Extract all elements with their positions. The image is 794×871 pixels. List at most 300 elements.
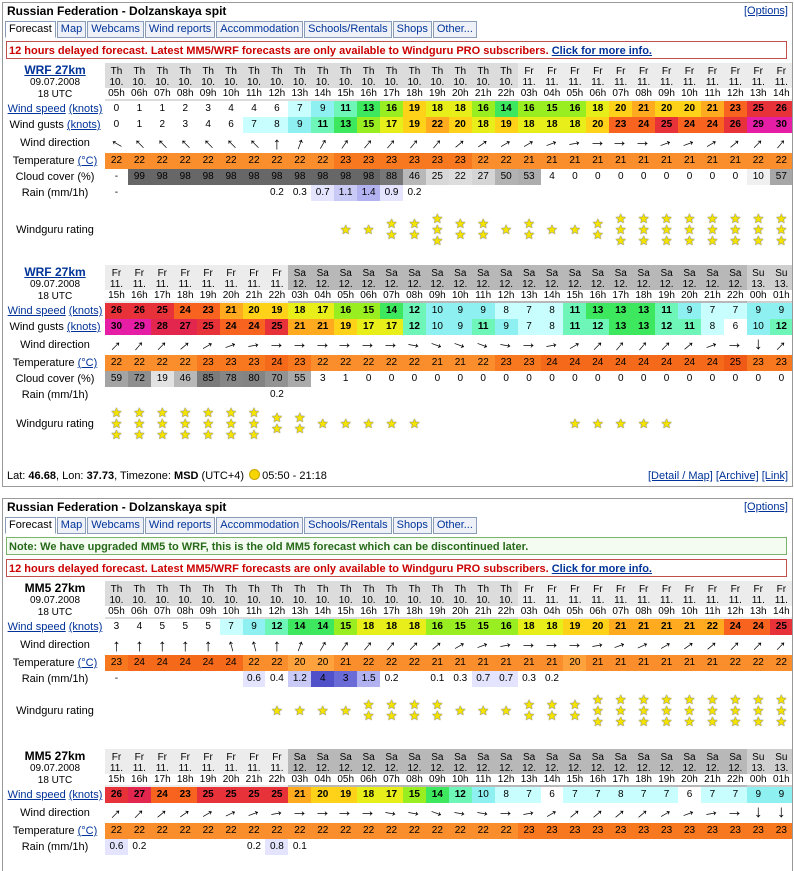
cloud-cover-value: 0 xyxy=(632,169,655,185)
wind-gust-value: 21 xyxy=(311,319,334,335)
tab-wind-reports[interactable]: Wind reports xyxy=(145,517,215,534)
wind-direction-cell xyxy=(265,133,288,153)
forecast-time-header: Th 10. 14h xyxy=(311,63,334,101)
rating-stars-icon: ★ ★ xyxy=(385,216,398,242)
rain-value xyxy=(770,839,793,855)
tab-wind-reports[interactable]: Wind reports xyxy=(145,21,215,38)
options-link[interactable]: [Options] xyxy=(743,501,788,513)
rain-value xyxy=(747,671,770,687)
rating-cell xyxy=(174,403,197,445)
wind-speed-value: 16 xyxy=(334,303,357,319)
tab-forecast[interactable]: Forecast xyxy=(5,517,56,534)
wind-direction-cell xyxy=(288,133,311,153)
more-info-link[interactable]: Click for more info. xyxy=(551,45,652,57)
rain-value xyxy=(357,839,380,855)
temperature-value: 24 xyxy=(265,355,288,371)
rating-cell xyxy=(724,201,747,259)
cloud-cover-value: 0 xyxy=(609,371,632,387)
wind-direction-cell xyxy=(586,133,609,153)
forecast-time-header: Sa 12. 04h xyxy=(311,265,334,303)
temperature-value: 21 xyxy=(655,655,678,671)
wind-direction-cell xyxy=(724,335,747,355)
wind-speed-value: 2 xyxy=(174,101,197,117)
wind-direction-cell xyxy=(334,335,357,355)
wind-direction-cell xyxy=(197,803,220,823)
temperature-value: 21 xyxy=(518,153,541,169)
wind-arrow-icon: ↑ xyxy=(404,807,425,819)
forecast-time-header: Fr 11. 03h xyxy=(518,63,541,101)
wind-speed-value: 14 xyxy=(426,787,449,803)
rating-cell xyxy=(495,403,518,445)
wind-speed-value: 8 xyxy=(495,787,518,803)
options-link[interactable]: [Options] xyxy=(743,5,788,17)
rain-value xyxy=(586,387,609,403)
rain-value xyxy=(495,839,518,855)
forecast-time-header: Th 10. 19h xyxy=(426,63,449,101)
cloud-cover-value: 0 xyxy=(541,371,564,387)
temperature-value: 22 xyxy=(472,823,495,839)
rain-value xyxy=(655,839,678,855)
rating-stars-icon: ★ ★ ★ xyxy=(179,404,192,442)
cloud-cover-value: 98 xyxy=(311,169,334,185)
temperature-value: 23 xyxy=(563,823,586,839)
wind-direction-cell xyxy=(220,335,243,355)
wind-gust-value: 24 xyxy=(243,319,266,335)
wind-arrow-icon: ↑ xyxy=(243,805,265,821)
model-name[interactable]: WRF 27km xyxy=(24,63,86,77)
wind-arrow-icon: ↑ xyxy=(541,339,563,351)
rating-stars-icon: ★ xyxy=(500,702,512,718)
wind-speed-value: 12 xyxy=(265,619,288,635)
wind-speed-value: 18 xyxy=(426,101,449,117)
knots-unit-link[interactable]: (knots) xyxy=(68,305,103,317)
wind-speed-value: 18 xyxy=(288,303,311,319)
rating-cell xyxy=(426,201,449,259)
rain-value xyxy=(288,387,311,403)
wind-speed-value: 11 xyxy=(563,303,586,319)
rating-stars-icon: ★ xyxy=(362,221,375,237)
cloud-cover-value: 85 xyxy=(197,371,220,387)
forecast-time-header: Fr 11. 10h xyxy=(678,63,701,101)
rain-value xyxy=(174,671,197,687)
rating-stars-icon: ★ xyxy=(316,702,329,718)
forecast-time-header: Th 10. 13h xyxy=(288,63,311,101)
wind-arrow-icon: ↑ xyxy=(472,337,494,353)
tab-shops[interactable]: Shops xyxy=(393,21,432,38)
tab-accommodation[interactable]: Accommodation xyxy=(216,517,303,534)
temperature-value: 21 xyxy=(655,153,678,169)
wind-direction-cell xyxy=(678,335,701,355)
wind-arrow-icon: ↑ xyxy=(496,339,517,351)
rating-cell xyxy=(678,403,701,445)
wind-speed-value: 16 xyxy=(380,101,403,117)
rating-stars-icon: ★ xyxy=(271,702,283,718)
rain-value: 0.2 xyxy=(380,671,403,687)
forecast-time-header: Sa 12. 05h xyxy=(334,749,357,787)
wind-direction-cell xyxy=(632,635,655,655)
rain-value xyxy=(678,671,701,687)
wind-speed-value: 9 xyxy=(449,303,472,319)
wind-speed-link[interactable]: Wind speed xyxy=(7,789,66,801)
tab-map[interactable]: Map xyxy=(57,21,86,38)
forecast-time-header: Fr 11. 12h xyxy=(724,581,747,619)
tab-schools-rentals[interactable]: Schools/Rentals xyxy=(304,517,392,534)
wind-direction-cell xyxy=(220,133,243,153)
tab-other[interactable]: Other... xyxy=(433,21,477,38)
rain-value xyxy=(449,387,472,403)
wind-arrow-icon: ↑ xyxy=(518,134,540,152)
wind-gust-value: 10 xyxy=(747,319,770,335)
rating-stars-icon: ★ xyxy=(385,415,398,431)
rain-value: - xyxy=(105,185,128,201)
wind-arrow-icon: ↑ xyxy=(588,138,608,148)
wind-direction-cell xyxy=(151,335,174,355)
wind-gust-value: 20 xyxy=(586,117,609,133)
wind-gust-value: 1 xyxy=(128,117,151,133)
rain-value: 3 xyxy=(334,671,357,687)
wind-direction-cell xyxy=(220,803,243,823)
cloud-cover-value: 55 xyxy=(288,371,311,387)
wind-arrow-icon: ↑ xyxy=(725,808,745,818)
forecast-time-header: Th 10. 08h xyxy=(174,63,197,101)
wind-direction-cell xyxy=(151,803,174,823)
rating-cell xyxy=(609,201,632,259)
wind-arrow-icon: ↑ xyxy=(495,134,517,152)
rain-value xyxy=(197,839,220,855)
rating-cell xyxy=(220,403,243,445)
rating-cell xyxy=(495,201,518,259)
archive-link[interactable]: [Archive] xyxy=(715,470,759,482)
temperature-value: 24 xyxy=(563,355,586,371)
knots-unit-link[interactable]: (knots) xyxy=(68,789,103,801)
temperature-value: 21 xyxy=(472,655,495,671)
wind-speed-link[interactable]: Wind speed xyxy=(7,305,66,317)
wind-direction-cell xyxy=(632,803,655,823)
temperature-value: 24 xyxy=(220,655,243,671)
rain-value xyxy=(541,839,564,855)
delay-notice: 12 hours delayed forecast. Latest MM5/WRF forecasts are only available to Windguru PRO subscribers. Click for more info. xyxy=(6,41,787,59)
temperature-value: 21 xyxy=(632,153,655,169)
temperature-value: 22 xyxy=(449,823,472,839)
rain-value xyxy=(403,671,426,687)
wind-speed-value: 9 xyxy=(678,303,701,319)
wind-direction-label: Wind direction xyxy=(20,137,90,149)
rating-stars-icon: ★ xyxy=(569,415,581,431)
rain-value: 0.4 xyxy=(265,671,288,687)
forecast-time-header: Sa 12. 22h xyxy=(724,265,747,303)
forecast-time-header: Sa 12. 08h xyxy=(403,265,426,303)
wind-speed-value: 16 xyxy=(563,101,586,117)
temperature-value: 22 xyxy=(220,153,243,169)
tab-schools-rentals[interactable]: Schools/Rentals xyxy=(304,21,392,38)
rain-value xyxy=(311,387,334,403)
model-header xyxy=(5,63,105,101)
forecast-time-header: Fr 11. 21h xyxy=(243,265,266,303)
rain-value xyxy=(724,671,747,687)
rating-cell xyxy=(243,403,266,445)
rain-value xyxy=(449,185,472,201)
wind-arrow-icon: ↑ xyxy=(175,133,195,153)
rain-value xyxy=(609,387,632,403)
wind-direction-cell xyxy=(334,803,357,823)
wind-speed-value: 4 xyxy=(220,101,243,117)
tab-shops[interactable]: Shops xyxy=(393,517,432,534)
wind-arrow-icon: ↑ xyxy=(679,135,700,151)
wind-gust-value: 13 xyxy=(632,319,655,335)
temperature-value: 23 xyxy=(609,823,632,839)
wind-arrow-icon: ↑ xyxy=(771,635,792,655)
rain-value: 0.7 xyxy=(495,671,518,687)
forecast-time-header: Th 10. 16h xyxy=(357,581,380,619)
cloud-cover-value: 98 xyxy=(288,169,311,185)
rating-stars-icon: ★ ★ xyxy=(408,697,421,723)
wind-speed-value: 9 xyxy=(747,787,770,803)
knots-unit-link[interactable]: (knots) xyxy=(66,321,101,333)
wind-arrow-icon: ↑ xyxy=(449,636,471,654)
forecast-time-header: Sa 12. 06h xyxy=(357,265,380,303)
wind-arrow-icon: ↑ xyxy=(112,635,121,655)
wind-speed-value: 8 xyxy=(609,787,632,803)
wind-speed-label xyxy=(5,787,105,803)
wind-speed-value: 18 xyxy=(357,787,380,803)
wind-arrow-icon: ↑ xyxy=(427,635,448,655)
tab-accommodation[interactable]: Accommodation xyxy=(216,21,303,38)
forecast-time-header: Th 10. 18h xyxy=(403,63,426,101)
forecast-time-header: Sa 12. 06h xyxy=(357,749,380,787)
wind-speed-value: 7 xyxy=(701,303,724,319)
rain-value xyxy=(632,387,655,403)
rain-value xyxy=(632,839,655,855)
cloud-cover-value: 0 xyxy=(701,169,724,185)
wind-arrow-icon: ↑ xyxy=(518,807,540,819)
wind-gust-value: 6 xyxy=(220,117,243,133)
wind-arrow-icon: ↑ xyxy=(290,808,310,818)
forecast-time-header: Th 10. 09h xyxy=(197,581,220,619)
wind-gust-value: 3 xyxy=(174,117,197,133)
celsius-unit-link[interactable]: (°C) xyxy=(77,155,98,167)
wind-gust-value: 29 xyxy=(128,319,151,335)
link-link[interactable]: [Link] xyxy=(761,470,788,482)
wind-speed-value: 1 xyxy=(151,101,174,117)
wind-arrow-icon: ↑ xyxy=(106,803,127,823)
rating-cell xyxy=(609,403,632,445)
wind-gust-value: 19 xyxy=(495,117,518,133)
rain-value: 0.3 xyxy=(449,671,472,687)
wind-speed-link[interactable]: Wind speed xyxy=(7,103,66,115)
wind-speed-value: 25 xyxy=(747,101,770,117)
wind-gust-value: 9 xyxy=(449,319,472,335)
wind-speed-value: 18 xyxy=(403,619,426,635)
cloud-cover-value: 46 xyxy=(174,371,197,387)
tab-map[interactable]: Map xyxy=(57,517,86,534)
detail-map-link[interactable]: [Detail / Map] xyxy=(647,470,713,482)
wind-gust-value: 20 xyxy=(449,117,472,133)
wind-arrow-icon: ↑ xyxy=(771,335,792,355)
wind-arrow-icon: ↑ xyxy=(313,808,333,818)
temperature-value: 23 xyxy=(357,153,380,169)
forecast-time-header: Fr 11. 22h xyxy=(265,749,288,787)
forecast-time-header: Fr 11. 12h xyxy=(724,63,747,101)
forecast-time-header: Th 10. 07h xyxy=(151,63,174,101)
temperature-value: 24 xyxy=(632,355,655,371)
rating-stars-icon: ★ ★ ★ xyxy=(729,691,742,729)
temperature-value: 21 xyxy=(609,655,632,671)
wind-gust-value: 11 xyxy=(563,319,586,335)
forecast-time-header: Sa 12. 15h xyxy=(563,265,586,303)
wind-direction-cell xyxy=(655,133,678,153)
forecast-time-header: Fr 11. 17h xyxy=(151,749,174,787)
rain-value: 0.2 xyxy=(265,387,288,403)
wind-speed-value: 20 xyxy=(243,303,266,319)
rating-cell xyxy=(220,201,243,259)
forecast-time-header: Sa 12. 05h xyxy=(334,265,357,303)
knots-unit-link[interactable]: (knots) xyxy=(66,119,101,131)
wind-speed-value: 9 xyxy=(311,101,334,117)
model-name[interactable]: WRF 27km xyxy=(24,265,86,279)
wind-direction-cell xyxy=(426,335,449,355)
wind-speed-value: 25 xyxy=(197,787,220,803)
wind-arrow-icon: ↑ xyxy=(541,804,563,822)
wind-direction-cell xyxy=(563,803,586,823)
rating-stars-icon: ★ xyxy=(660,415,673,431)
rating-cell xyxy=(174,201,197,259)
wind-arrow-icon: ↑ xyxy=(679,335,700,355)
forecast-time-header: Th 10. 15h xyxy=(334,581,357,619)
wind-direction-cell xyxy=(472,335,495,355)
tab-webcams[interactable]: Webcams xyxy=(87,517,144,534)
run-time: 18 UTC xyxy=(37,607,73,618)
rain-value xyxy=(586,671,609,687)
temperature-value: 22 xyxy=(128,153,151,169)
wind-direction-cell xyxy=(770,133,793,153)
forecast-time-header: Sa 12. 16h xyxy=(586,265,609,303)
wind-speed-value: 21 xyxy=(655,619,678,635)
rating-stars-icon: ★ ★ ★ xyxy=(752,691,765,729)
rating-cell xyxy=(678,201,701,259)
tab-other[interactable]: Other... xyxy=(433,517,477,534)
rating-cell xyxy=(380,687,403,735)
wind-speed-value: 9 xyxy=(747,303,770,319)
rain-value: 0.2 xyxy=(128,839,151,855)
temperature-value: 22 xyxy=(380,655,403,671)
rain-value xyxy=(701,185,724,201)
wind-direction-cell xyxy=(288,635,311,655)
temperature-value: 22 xyxy=(472,153,495,169)
wind-direction-cell xyxy=(701,133,724,153)
rain-value: 0.2 xyxy=(243,839,266,855)
wind-speed-value: 17 xyxy=(380,787,403,803)
forecast-time-header: Sa 12. 13h xyxy=(518,265,541,303)
wind-speed-value: 7 xyxy=(518,787,541,803)
wind-arrow-icon: ↑ xyxy=(588,335,608,355)
tab-forecast[interactable]: Forecast xyxy=(5,21,56,38)
wind-speed-link[interactable]: Wind speed xyxy=(7,621,66,633)
celsius-unit-link[interactable]: (°C) xyxy=(77,357,98,369)
wind-speed-value: 13 xyxy=(357,101,380,117)
temperature-value: 24 xyxy=(655,355,678,371)
rating-stars-icon: ★ xyxy=(591,415,604,431)
wind-direction-cell xyxy=(174,803,197,823)
wind-direction-cell xyxy=(655,335,678,355)
forecast-time-header: Fr 11. 11h xyxy=(701,581,724,619)
forecast-time-header: Fr 11. 07h xyxy=(609,63,632,101)
knots-unit-link[interactable]: (knots) xyxy=(68,621,103,633)
rain-value: 4 xyxy=(311,671,334,687)
rating-cell xyxy=(678,687,701,735)
rating-cell xyxy=(151,403,174,445)
rating-cell xyxy=(586,201,609,259)
rain-value: 0.7 xyxy=(311,185,334,201)
run-time: 18 UTC xyxy=(37,89,73,100)
celsius-unit-link[interactable]: (°C) xyxy=(77,825,98,837)
celsius-unit-link[interactable]: (°C) xyxy=(77,657,98,669)
wind-direction-cell xyxy=(105,803,128,823)
rain-value xyxy=(334,387,357,403)
wind-arrow-icon: ↑ xyxy=(224,635,238,655)
rain-value xyxy=(655,387,678,403)
knots-unit-link[interactable]: (knots) xyxy=(68,103,103,115)
wind-arrow-icon: ↑ xyxy=(473,807,494,819)
temperature-value: 22 xyxy=(357,655,380,671)
rating-cell xyxy=(541,687,564,735)
forecast-time-header: Fr 11. 08h xyxy=(632,63,655,101)
wind-speed-value: 4 xyxy=(128,619,151,635)
rating-stars-icon: ★ ★ ★ xyxy=(225,404,237,442)
temperature-value: 21 xyxy=(586,655,609,671)
wind-arrow-icon: ↑ xyxy=(427,133,447,153)
rain-value xyxy=(449,839,472,855)
wind-direction-label: Wind direction xyxy=(20,807,90,819)
rain-value xyxy=(770,671,793,687)
run-time: 18 UTC xyxy=(37,775,73,786)
rating-cell xyxy=(403,201,426,259)
cloud-cover-value: 0 xyxy=(495,371,518,387)
wind-direction-cell xyxy=(609,335,632,355)
temperature-value: 23 xyxy=(632,823,655,839)
forecast-time-header: Th 10. 06h xyxy=(128,63,151,101)
rain-value: 0.1 xyxy=(426,671,449,687)
temperature-value: 23 xyxy=(495,355,518,371)
temperature-value: 23 xyxy=(541,823,564,839)
temperature-value: 21 xyxy=(701,153,724,169)
wind-arrow-icon: ↑ xyxy=(611,335,631,355)
forecast-time-header: Sa 12. 22h xyxy=(724,749,747,787)
wind-direction-cell xyxy=(265,635,288,655)
tab-webcams[interactable]: Webcams xyxy=(87,21,144,38)
wind-speed-value: 25 xyxy=(220,787,243,803)
wind-speed-value: 8 xyxy=(541,303,564,319)
spot-title: Russian Federation - Dolzanskaya spit xyxy=(7,4,227,18)
forecast-table xyxy=(5,581,793,735)
temperature-value: 21 xyxy=(632,655,655,671)
more-info-link[interactable]: Click for more info. xyxy=(551,563,652,575)
rating-stars-icon: ★ ★ ★ xyxy=(775,210,788,248)
rating-stars-icon: ★ ★ ★ xyxy=(775,691,788,729)
rating-cell xyxy=(265,201,288,259)
wind-arrow-icon: ↑ xyxy=(382,635,401,655)
rain-value xyxy=(518,185,541,201)
forecast-time-header: Th 10. 09h xyxy=(197,63,220,101)
rating-cell xyxy=(655,687,678,735)
forecast-panel-mm5 xyxy=(2,498,793,871)
cloud-cover-value: 27 xyxy=(472,169,495,185)
temperature-value: 20 xyxy=(563,655,586,671)
forecast-time-header: Fr 11. 16h xyxy=(128,265,151,303)
forecast-time-header: Th 10. 15h xyxy=(334,63,357,101)
forecast-time-header: Sa 12. 20h xyxy=(678,265,701,303)
wind-arrow-icon: ↑ xyxy=(152,803,173,823)
wind-speed-value: 14 xyxy=(380,303,403,319)
